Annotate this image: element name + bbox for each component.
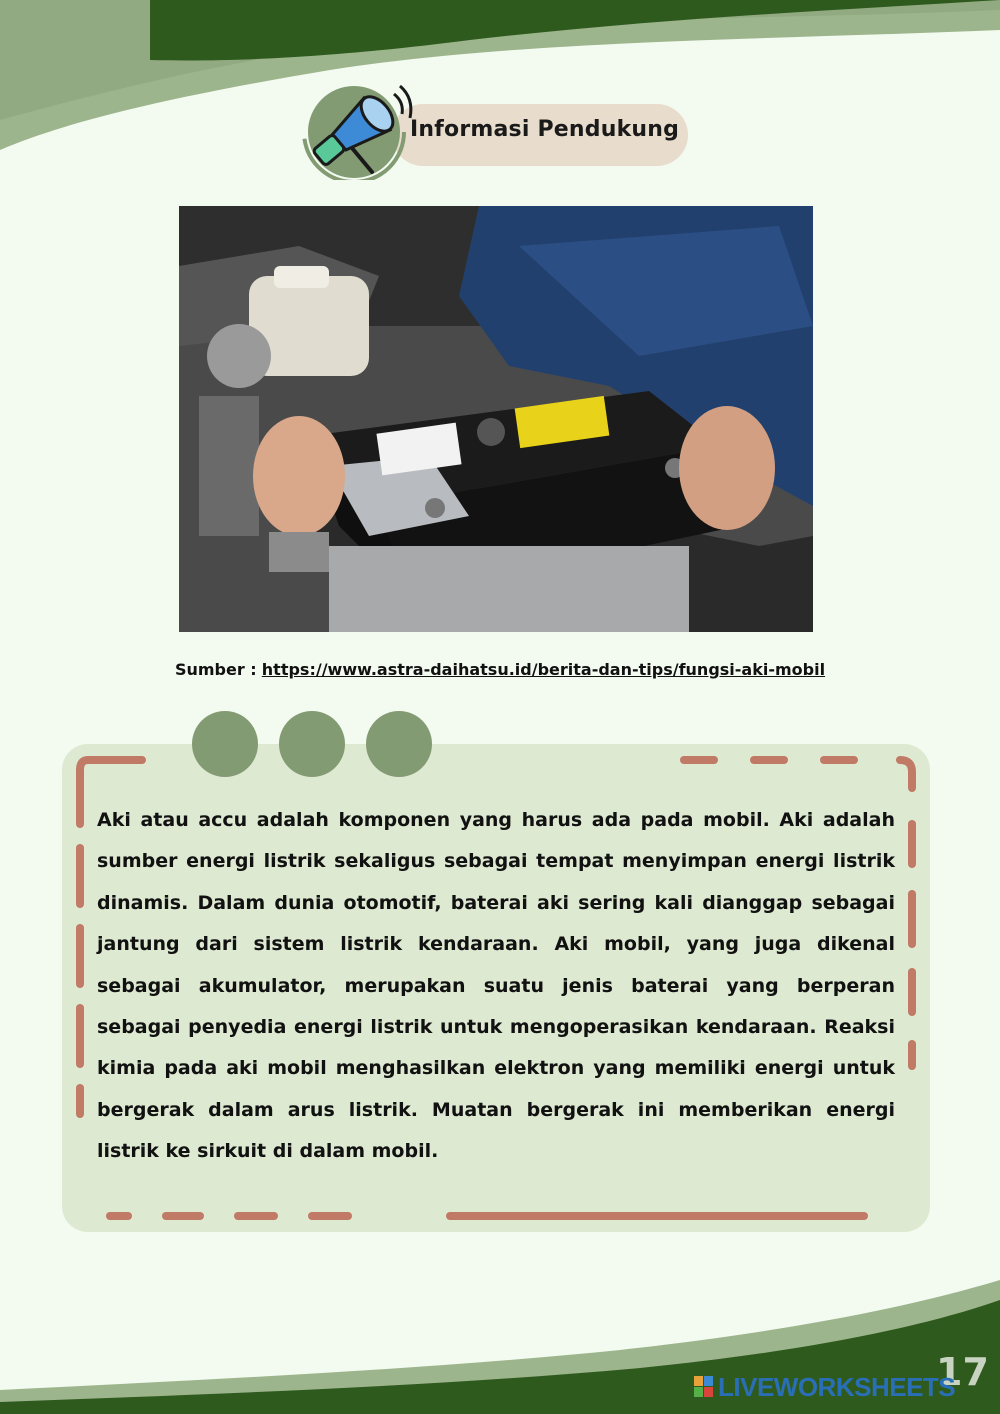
source-link[interactable]: https://www.astra-daihatsu.id/berita-dan-tips/fungsi-aki-mobil [261, 660, 826, 679]
liveworksheets-logo-icon [694, 1376, 714, 1398]
page-title: Informasi Pendukung [410, 117, 680, 142]
page-number: 17 [936, 1350, 989, 1394]
source-line [0, 660, 1000, 679]
body-paragraph: Aki atau accu adalah komponen yang harus ada pada mobil. Aki adalah sumber energi listrik sekaligus sebagai tempat menyimpan energi listrik dinamis. Dalam dunia otomotif, baterai aki sering kali dianggap sebagai jantung dari sistem listrik kendaraan. Aki mobil, yang juga dikenal sebagai akumulator, merupakan suatu jenis baterai yang berperan sebagai penyedia energi listrik untuk mengoperasikan kendaraan. Reaksi kimia pada aki mobil menghasilkan elektron yang memiliki energi untuk bergerak dalam arus listrik. Muatan bergerak ini memberikan energi listrik ke sirkuit di dalam mobil. [97, 809, 895, 1163]
car-battery-photo [179, 206, 813, 632]
liveworksheets-brand[interactable]: LIVEWORKSHEETS [718, 1372, 956, 1402]
megaphone-icon [302, 80, 420, 180]
source-label: Sumber : [174, 660, 257, 679]
